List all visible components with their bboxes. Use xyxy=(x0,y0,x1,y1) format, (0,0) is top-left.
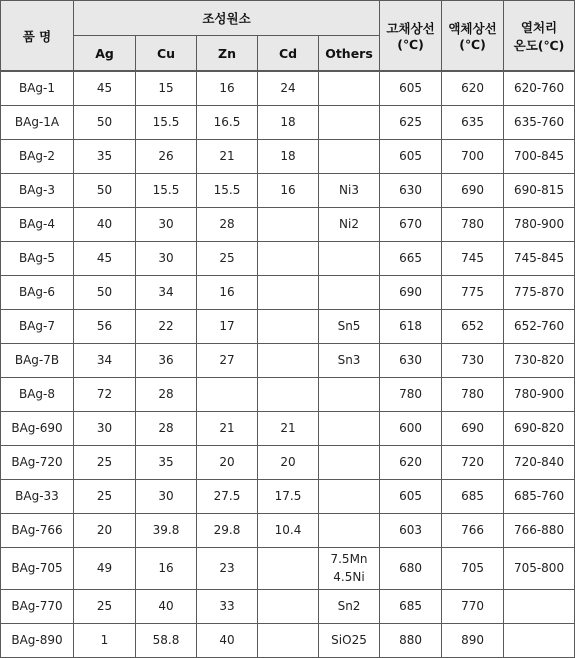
cell-liquidus: 690 xyxy=(442,411,504,445)
cell-zn: 33 xyxy=(197,589,258,623)
others-line: Ni2 xyxy=(339,217,359,231)
cell-zn: 27.5 xyxy=(197,479,258,513)
table-row xyxy=(1,623,575,657)
cell-cu: 35 xyxy=(136,445,197,479)
table-row xyxy=(1,513,575,547)
cell-product: BAg-33 xyxy=(1,479,74,513)
table-row xyxy=(1,589,575,623)
cell-solidus: 600 xyxy=(380,411,442,445)
cell-solidus: 690 xyxy=(380,275,442,309)
cell-cd xyxy=(258,377,319,411)
cell-heat-treat: 745-845 xyxy=(504,241,575,275)
header-others: Others xyxy=(319,36,380,72)
cell-solidus: 605 xyxy=(380,139,442,173)
cell-product: BAg-6 xyxy=(1,275,74,309)
cell-liquidus: 652 xyxy=(442,309,504,343)
cell-liquidus: 780 xyxy=(442,377,504,411)
table-row xyxy=(1,71,575,105)
cell-cu: 28 xyxy=(136,411,197,445)
cell-cu: 30 xyxy=(136,207,197,241)
others-line: SiO25 xyxy=(331,633,367,647)
cell-others xyxy=(319,479,380,513)
cell-zn: 20 xyxy=(197,445,258,479)
cell-zn: 28 xyxy=(197,207,258,241)
cell-zn: 23 xyxy=(197,547,258,589)
cell-liquidus: 685 xyxy=(442,479,504,513)
table-row xyxy=(1,207,575,241)
cell-cu: 34 xyxy=(136,275,197,309)
cell-ag: 20 xyxy=(74,513,136,547)
cell-heat-treat: 690-820 xyxy=(504,411,575,445)
cell-ag: 50 xyxy=(74,275,136,309)
cell-cd xyxy=(258,547,319,589)
header-heat-treat: 열처리 온도(℃) xyxy=(504,1,575,72)
cell-product: BAg-8 xyxy=(1,377,74,411)
cell-cu: 39.8 xyxy=(136,513,197,547)
cell-ag: 45 xyxy=(74,241,136,275)
cell-product: BAg-3 xyxy=(1,173,74,207)
cell-ag: 25 xyxy=(74,479,136,513)
cell-others xyxy=(319,411,380,445)
cell-ag: 50 xyxy=(74,173,136,207)
cell-product: BAg-2 xyxy=(1,139,74,173)
table-row xyxy=(1,309,575,343)
cell-liquidus: 690 xyxy=(442,173,504,207)
cell-product: BAg-1 xyxy=(1,71,74,105)
cell-heat-treat: 635-760 xyxy=(504,105,575,139)
header-liquidus: 액체상선 (℃) xyxy=(442,1,504,72)
cell-solidus: 880 xyxy=(380,623,442,657)
cell-solidus: 620 xyxy=(380,445,442,479)
cell-liquidus: 730 xyxy=(442,343,504,377)
cell-zn: 21 xyxy=(197,139,258,173)
others-line: 7.5Mn xyxy=(330,552,368,566)
cell-solidus: 605 xyxy=(380,479,442,513)
cell-ag: 25 xyxy=(74,445,136,479)
cell-product: BAg-720 xyxy=(1,445,74,479)
header-ag: Ag xyxy=(74,36,136,72)
cell-product: BAg-7 xyxy=(1,309,74,343)
cell-heat-treat: 690-815 xyxy=(504,173,575,207)
cell-cu: 30 xyxy=(136,479,197,513)
cell-cu: 28 xyxy=(136,377,197,411)
cell-others xyxy=(319,547,380,589)
cell-solidus: 630 xyxy=(380,343,442,377)
table-row xyxy=(1,105,575,139)
cell-ag: 30 xyxy=(74,411,136,445)
cell-cd xyxy=(258,275,319,309)
header-zn: Zn xyxy=(197,36,258,72)
cell-product: BAg-4 xyxy=(1,207,74,241)
cell-liquidus: 745 xyxy=(442,241,504,275)
cell-ag: 40 xyxy=(74,207,136,241)
cell-heat-treat: 620-760 xyxy=(504,71,575,105)
cell-liquidus: 620 xyxy=(442,71,504,105)
cell-product: BAg-1A xyxy=(1,105,74,139)
cell-heat-treat: 730-820 xyxy=(504,343,575,377)
cell-liquidus: 780 xyxy=(442,207,504,241)
cell-ag: 49 xyxy=(74,547,136,589)
cell-others xyxy=(319,445,380,479)
cell-product: BAg-7B xyxy=(1,343,74,377)
cell-ag: 35 xyxy=(74,139,136,173)
cell-solidus: 618 xyxy=(380,309,442,343)
others-line: Ni3 xyxy=(339,183,359,197)
cell-others xyxy=(319,105,380,139)
cell-cd: 17.5 xyxy=(258,479,319,513)
cell-product: BAg-705 xyxy=(1,547,74,589)
cell-others xyxy=(319,377,380,411)
cell-ag: 56 xyxy=(74,309,136,343)
header-composition: 조성원소 xyxy=(74,1,380,36)
cell-zn: 16 xyxy=(197,275,258,309)
table-row xyxy=(1,241,575,275)
cell-cd: 18 xyxy=(258,139,319,173)
cell-liquidus: 770 xyxy=(442,589,504,623)
cell-cd xyxy=(258,207,319,241)
cell-cu: 40 xyxy=(136,589,197,623)
cell-others xyxy=(319,589,380,623)
others-line: Sn3 xyxy=(337,353,361,367)
cell-heat-treat: 700-845 xyxy=(504,139,575,173)
cell-ag: 1 xyxy=(74,623,136,657)
cell-solidus: 625 xyxy=(380,105,442,139)
cell-others xyxy=(319,623,380,657)
header-solidus: 고채상선 (℃) xyxy=(380,1,442,72)
cell-others xyxy=(319,139,380,173)
cell-others xyxy=(319,241,380,275)
table-row xyxy=(1,411,575,445)
cell-cu: 15 xyxy=(136,71,197,105)
cell-ag: 72 xyxy=(74,377,136,411)
cell-ag: 25 xyxy=(74,589,136,623)
cell-heat-treat xyxy=(504,589,575,623)
cell-others xyxy=(319,343,380,377)
cell-product: BAg-770 xyxy=(1,589,74,623)
cell-cd xyxy=(258,623,319,657)
cell-zn: 16.5 xyxy=(197,105,258,139)
cell-cu: 30 xyxy=(136,241,197,275)
cell-others xyxy=(319,71,380,105)
cell-cd xyxy=(258,589,319,623)
cell-others xyxy=(319,513,380,547)
table-row xyxy=(1,275,575,309)
header-cu: Cu xyxy=(136,36,197,72)
cell-ag: 34 xyxy=(74,343,136,377)
cell-solidus: 630 xyxy=(380,173,442,207)
table-row xyxy=(1,173,575,207)
cell-heat-treat: 652-760 xyxy=(504,309,575,343)
cell-cd: 24 xyxy=(258,71,319,105)
cell-product: BAg-890 xyxy=(1,623,74,657)
cell-others xyxy=(319,173,380,207)
cell-liquidus: 775 xyxy=(442,275,504,309)
cell-solidus: 670 xyxy=(380,207,442,241)
cell-ag: 50 xyxy=(74,105,136,139)
cell-heat-treat: 775-870 xyxy=(504,275,575,309)
cell-solidus: 603 xyxy=(380,513,442,547)
cell-cd: 18 xyxy=(258,105,319,139)
others-line: 4.5Ni xyxy=(333,570,365,584)
cell-others xyxy=(319,275,380,309)
cell-cu: 22 xyxy=(136,309,197,343)
header-cd: Cd xyxy=(258,36,319,72)
cell-cu: 15.5 xyxy=(136,105,197,139)
cell-cd: 20 xyxy=(258,445,319,479)
cell-zn: 21 xyxy=(197,411,258,445)
cell-product: BAg-5 xyxy=(1,241,74,275)
cell-cu: 16 xyxy=(136,547,197,589)
cell-zn: 25 xyxy=(197,241,258,275)
cell-cu: 15.5 xyxy=(136,173,197,207)
cell-liquidus: 766 xyxy=(442,513,504,547)
cell-heat-treat: 720-840 xyxy=(504,445,575,479)
cell-zn xyxy=(197,377,258,411)
cell-zn: 16 xyxy=(197,71,258,105)
cell-liquidus: 705 xyxy=(442,547,504,589)
cell-solidus: 680 xyxy=(380,547,442,589)
cell-heat-treat: 685-760 xyxy=(504,479,575,513)
cell-cu: 36 xyxy=(136,343,197,377)
cell-product: BAg-690 xyxy=(1,411,74,445)
cell-cd xyxy=(258,309,319,343)
cell-zn: 27 xyxy=(197,343,258,377)
cell-heat-treat xyxy=(504,623,575,657)
table-row xyxy=(1,343,575,377)
cell-solidus: 665 xyxy=(380,241,442,275)
table-row xyxy=(1,445,575,479)
cell-cu: 58.8 xyxy=(136,623,197,657)
others-line: Sn2 xyxy=(337,599,361,613)
cell-cd: 10.4 xyxy=(258,513,319,547)
others-line: Sn5 xyxy=(337,319,361,333)
cell-others xyxy=(319,309,380,343)
cell-cd: 21 xyxy=(258,411,319,445)
cell-solidus: 685 xyxy=(380,589,442,623)
cell-heat-treat: 780-900 xyxy=(504,207,575,241)
cell-cd xyxy=(258,343,319,377)
cell-others xyxy=(319,207,380,241)
cell-cd: 16 xyxy=(258,173,319,207)
cell-cu: 26 xyxy=(136,139,197,173)
table-row xyxy=(1,377,575,411)
cell-cd xyxy=(258,241,319,275)
header-product: 품 명 xyxy=(1,1,74,72)
cell-heat-treat: 766-880 xyxy=(504,513,575,547)
cell-liquidus: 720 xyxy=(442,445,504,479)
table-row xyxy=(1,479,575,513)
cell-ag: 45 xyxy=(74,71,136,105)
cell-heat-treat: 780-900 xyxy=(504,377,575,411)
cell-solidus: 605 xyxy=(380,71,442,105)
cell-zn: 17 xyxy=(197,309,258,343)
cell-zn: 15.5 xyxy=(197,173,258,207)
cell-liquidus: 890 xyxy=(442,623,504,657)
cell-liquidus: 635 xyxy=(442,105,504,139)
table-row xyxy=(1,139,575,173)
table-row xyxy=(1,547,575,589)
cell-zn: 29.8 xyxy=(197,513,258,547)
cell-liquidus: 700 xyxy=(442,139,504,173)
cell-heat-treat: 705-800 xyxy=(504,547,575,589)
cell-zn: 40 xyxy=(197,623,258,657)
cell-solidus: 780 xyxy=(380,377,442,411)
cell-product: BAg-766 xyxy=(1,513,74,547)
